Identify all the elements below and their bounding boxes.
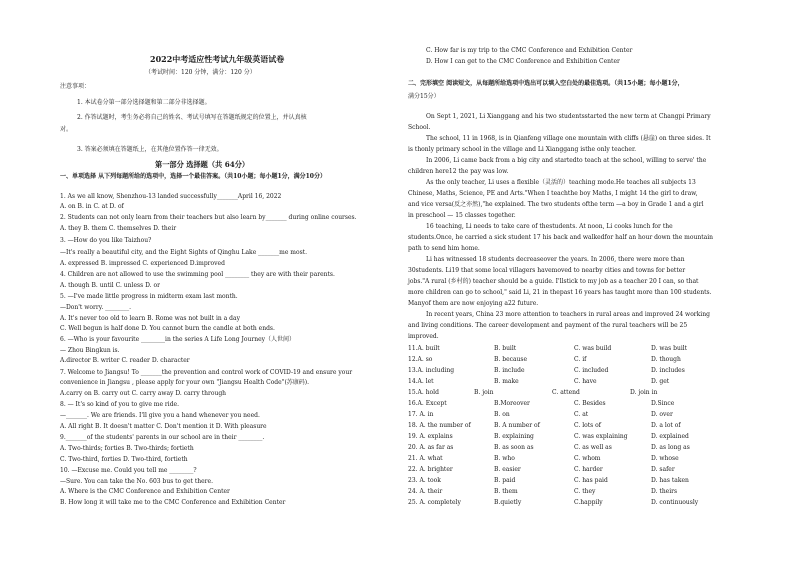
option-d: D.Since — [651, 400, 675, 407]
passage-line: On Sept 1, 2021, Li Xianggang and his two studentsstarted the new term at Changpi Primary — [426, 113, 711, 120]
option-a: 13.A. including — [408, 367, 455, 374]
option-b: B. make — [494, 378, 519, 385]
note-2: 2. 作答试题时，考生务必将自己的姓名、考试号填写在答题纸规定的位置上，并认真核 — [77, 114, 307, 121]
option-b: B. built — [494, 345, 517, 352]
q-line: —Sure. You can take the No. 603 bus to get there. — [60, 478, 213, 485]
passage-line: Chinese, Maths, Science, PE and Arts."When I teachthe boy Maths, I might 14 the girl to draw, — [408, 190, 698, 197]
section1-heading: 一、单项选择 从下列每题所给的选项中，选择一个最佳答案。（共10小题；每小题1分，满分10分） — [60, 173, 326, 180]
option-b: B.Moreover — [494, 400, 530, 407]
option-d: D. over — [651, 411, 673, 418]
q-line: A. expressed B. impressed C. experienced D.improved — [60, 260, 225, 267]
option-a: 20. A. as far as — [408, 444, 454, 451]
passage-line: In recent years, China 23 more attention to teachers in rural areas and improved 24 working — [426, 311, 710, 318]
q-line: 3. —How do you like Taizhou? — [60, 237, 152, 244]
option-d: D. has taken — [651, 477, 689, 484]
option-b: B. them — [494, 488, 518, 495]
passage-line: more children can go to school," said Li, 21 in thepast 16 years has taught more than 100 students. — [408, 289, 712, 296]
option-b: B. A number of — [494, 422, 540, 429]
option-a: 24. A. their — [408, 488, 443, 495]
option-c: C. if — [574, 356, 587, 363]
q-line: A.carry on B. carry out C. carry away D. carry through — [60, 390, 227, 397]
q-line: A. It's never too old to learn B. Rome was not built in a day — [60, 315, 240, 322]
option-d: D. includes — [651, 367, 685, 374]
passage-line: 16 teaching, Li needs to take care of thestudents. At noon, Li cooks lunch for the — [426, 223, 673, 230]
q-line: —It's really a beautiful city, and the Eight Sights of Qinghu Lake _______me most. — [60, 249, 308, 256]
part1-heading: 第一部分 选择题（共 64分） — [155, 160, 250, 169]
q-line: C. Two-third, forties D. Two-third, fortieth — [60, 456, 188, 463]
passage-line: students.Once, he carried a sick student 17 his back and walkedfor half an hour down the mountain — [408, 234, 713, 241]
option-b: B. who — [494, 455, 515, 462]
option-c: C. have — [574, 378, 597, 385]
q-line: 8. — It's so kind of you to give me ride. — [60, 401, 180, 408]
note-3: 3. 答案必须填在答题纸上，在其他位置作答一律无效。 — [77, 146, 223, 153]
q-line: A. Where is the CMC Conference and Exhibition Center — [60, 488, 230, 495]
option-a: 14.A. let — [408, 378, 434, 385]
passage-line: Manyof them are now enjoying a22 future. — [408, 300, 539, 307]
q-line: A. Two-thirds; forties B. Two-thirds; fortieth — [60, 445, 194, 452]
q-line: 6. —Who is your favourite ________in the series A Life Long Journey（人世间） — [60, 336, 296, 343]
option-b: B. as soon as — [494, 444, 534, 451]
q-line: 2. Students can not only learn from their teachers but also learn by_______ during online courses. — [60, 214, 357, 221]
option-c: C. lots of — [574, 422, 601, 429]
option-d: D. as long as — [651, 444, 690, 451]
option-a: 11.A. built — [408, 345, 440, 352]
option-d: D. a lot of — [651, 422, 681, 429]
passage-line: in preschool — 15 classes together. — [408, 212, 516, 219]
passage-line: and living conditions. The career development and payment of the rural teachers will be 25 — [408, 322, 688, 329]
option-b: B.quietly — [494, 499, 522, 506]
option-a: 15.A. hold — [408, 389, 439, 396]
option-c: C. harder — [574, 466, 603, 473]
option-d: D. was built — [651, 345, 688, 352]
q-line: C. Well begun is half done D. You cannot burn the candle at both ends. — [60, 325, 275, 332]
option-a: 19. A. explains — [408, 433, 453, 440]
option-d: D. though — [651, 356, 681, 363]
q-line: 9._______of the students' parents in our school are in their ________. — [60, 434, 265, 441]
option-c: C. at — [574, 411, 589, 418]
option-a: 12.A. so — [408, 356, 433, 363]
option-d: D. join in — [630, 389, 658, 396]
option-b: B. paid — [494, 477, 516, 484]
section2-heading: 二、完形填空 阅读短文，从每题所给选项中选出可以填入空白处的最佳选项。（共15小题；每小题1分， — [408, 80, 684, 87]
q10-option-d: D. How I can get to the CMC Conference and Exhibition Center — [426, 58, 620, 65]
option-a: 23. A. took — [408, 477, 441, 484]
q-line: —Don't worry. ________. — [60, 304, 132, 311]
option-b: B. because — [494, 356, 528, 363]
option-b: B. explaining — [494, 433, 534, 440]
passage-line: children here12 the pay was low. — [408, 168, 509, 175]
q-line: B. How long it will take me to the CMC Conference and Exhibition Center — [60, 499, 286, 506]
note-2-cont: 对。 — [60, 126, 73, 133]
section2-heading-cont: 满分15分） — [408, 93, 440, 100]
q-line: 4. Children are not allowed to use the swimming pool ________ they are with their parents. — [60, 271, 335, 278]
option-c: C. has paid — [574, 477, 608, 484]
q-line: 7. Welcome to Jiangsu! To _______the prevention and control work of COVID-19 and ensure your — [60, 369, 353, 376]
option-c: C.happily — [574, 499, 603, 506]
q10-option-c: C. How far is my trip to the CMC Conference and Exhibition Center — [426, 47, 633, 54]
option-a: 17. A. in — [408, 411, 434, 418]
passage-line: Li has witnessed 18 students decreaseover the years. In 2006, there were more than — [426, 256, 685, 263]
q-line: 1. As we all know, Shenzhou-13 landed successfully_______April 16, 2022 — [60, 193, 282, 200]
passage-line: is thonly primary school in the village and Li Xianggang isthe only teacher. — [408, 146, 637, 153]
option-b: B. easier — [494, 466, 521, 473]
passage-line: The school, 11 in 1968, is in Qianfeng village one mountain with cliffs (悬崖) on three sides. It — [426, 135, 711, 142]
exam-meta: （考试时间：120 分钟，满分：120 分） — [145, 69, 256, 76]
option-c: C. as well as — [574, 444, 612, 451]
option-c: C. was build — [574, 345, 612, 352]
option-b: B. join — [474, 389, 494, 396]
q-line: A. though B. until C. unless D. or — [60, 282, 160, 289]
q-line: —_______. We are friends. I'll give you a hand whenever you need. — [60, 412, 260, 419]
option-c: C. they — [574, 488, 596, 495]
option-b: B. on — [494, 411, 510, 418]
q-line: A. they B. them C. themselves D. their — [60, 225, 177, 232]
notes-heading: 注意事项： — [60, 83, 91, 90]
option-d: D. whose — [651, 455, 679, 462]
option-d: D. continuously — [651, 499, 699, 506]
option-a: 25. A. completely — [408, 499, 461, 506]
q-line: 10. —Excuse me. Could you tell me ________? — [60, 467, 197, 474]
passage-line: and vice versa(反之亦然),"he explained. The two students ofthe term —a boy in Grade 1 and a girl — [408, 201, 704, 208]
passage-line: In 2006, Li came back from a big city and startedto teach at the school, willing to serve' the — [426, 157, 707, 164]
option-d: D. get — [651, 378, 670, 385]
option-a: 18. A. the number of — [408, 422, 471, 429]
passage-line: improved. — [408, 333, 439, 340]
q-line: — Zhou Bingkun is. — [60, 347, 120, 354]
option-c: C. included — [574, 367, 609, 374]
note-1: 1. 本试卷分第一部分选择题和第二部分非选择题。 — [77, 99, 211, 106]
option-c: C. was explaining — [574, 433, 628, 440]
passage-line: jobs."A rural (乡村的) teacher should be a guide. I'llstick to my job as a teacher 20 I can, so that — [408, 278, 699, 285]
option-a: 16.A. Except — [408, 400, 447, 407]
passage-line: School. — [408, 124, 431, 131]
option-d: D. safer — [651, 466, 675, 473]
option-c: C. Besides — [574, 400, 606, 407]
q-line: 5. —I've made little progress in midterm exam last month. — [60, 293, 238, 300]
exam-title: 2022中考适应性考试九年级英语试卷 — [150, 54, 285, 64]
passage-line: path to send him home. — [408, 245, 480, 252]
passage-line: 30students. Li19 that some local villagers havemoved to nearby cities and towns for better — [408, 267, 686, 274]
option-d: D. explained — [651, 433, 689, 440]
option-b: B. include — [494, 367, 525, 374]
passage-line: As the only teacher, Li uses a flexible（灵活的）teaching mode.He teaches all subjects 13 — [426, 179, 696, 186]
q-line: A. on B. in C. at D. of — [60, 203, 124, 210]
option-c: C. attend — [552, 389, 580, 396]
option-a: 22. A. brighter — [408, 466, 453, 473]
option-c: C. whom — [574, 455, 601, 462]
option-a: 21. A. what — [408, 455, 443, 462]
option-d: D. theirs — [651, 488, 678, 495]
q-line: convenience in Jiangsu , please apply for your own "Jiangsu Health Code"(苏康码). — [60, 379, 310, 386]
q-line: A.director B. writer C. reader D. character — [60, 357, 190, 364]
q-line: A. All right B. It doesn't matter C. Don't mention it D. With pleasure — [60, 423, 267, 430]
